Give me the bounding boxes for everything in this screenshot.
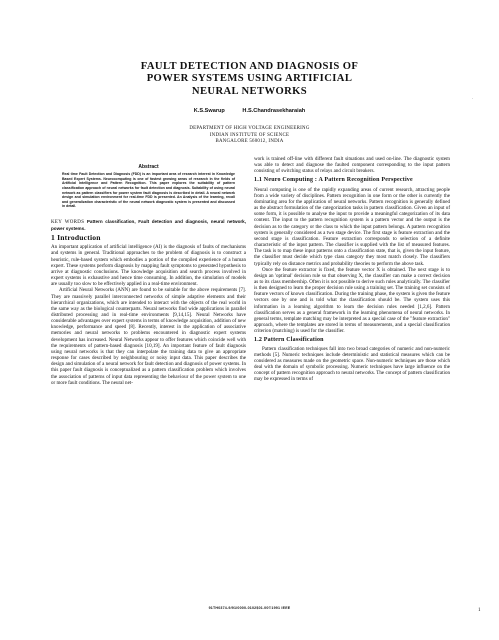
paragraph: Pattern classification techniques fall into two broad categories of numeric and non-numeric methods [5]. Numeric techniques include deterministic and statistical measures which can be considered as measures made on the geometric space. Non-numeric techniques are those which deal with the domain of symbolic processing. Numeric techniques have large influence on the concept of pattern recognition approach to neural networks. The concept of pattern classification may be expressed in terms of (254, 345, 450, 383)
paragraph: Once the feature extractor is fixed, the feature vector X is obtained. The next stage is to design an 'optimal' decision rule so that observing X, the classifier can make a correct decision as to its class membership. Often it is not possible to derive such rules analytically. The classifier is then designed to learn the proper decision rule using a training set. The training set consists of feature vectors of known classification. During the training phase, the system is given the feature vectors one by one and is told what the classification should be. The system uses this information in a learning algorithm to learn the decision rules needed [1,2,6]. Pattern classification serves as a general framework in the learning phenomena of neural networks. In general terms, template matching may be interpreted as a special case of the "feature extraction" approach, where the templates are stored in terms of measurements, and a special classification criterion (matching) is used for the classifier. (254, 266, 450, 335)
affiliation-line: DEPARTMENT OF HIGH VOLTAGE ENGINEERING (189, 126, 310, 131)
paper-title (0, 61, 499, 98)
author-name: H.S.Chandrasekharaiah (242, 108, 306, 114)
affiliation-line: BANGALORE 560012, INDIA (215, 139, 284, 145)
author-name: K.S.Swarup (193, 108, 225, 114)
copyright-footer: 91TH0374-9/91/0000-0102$01.00©1991 IEEE (208, 606, 291, 610)
page-mark: 1 (478, 608, 481, 613)
keywords-text: Pattern classification, Fault detection and diagnosis, neural network, power systems. (51, 218, 247, 231)
paragraph: work is trained off-line with different fault situations and used on-line. The diagnostic system was able to detect and diagnose the faulted component corresponding to the input pattern consisting of switching status of relays and circuit breakers. (254, 156, 450, 175)
section-heading-pattern-classification: 1.2 Pattern Classification (254, 337, 324, 344)
keywords (51, 219, 246, 233)
keywords-label: KEY WORDS (51, 219, 85, 225)
abstract-text: Real time Fault Detection and Diagnosis (FDD) is an important area of research interest in Knowledge Based Expert Systems. Neurocomputing is one of fastest growing areas of research in the fields of Artificial Intelligence and Pattern Recognition. This paper explores the suitability of pattern classification approach of neural networks for fault detection and diagnosis. Suitability of using neural network as pattern classifiers for power system fault diagnosis is described in detail. A neural network design and simulation environment for real-time FDD is presented. An Analysis of the learning, recall and generalization characteristic of the neural network diagnostic system is presented and discussed in detail. (62, 172, 235, 209)
right-column (254, 156, 450, 383)
affiliation-line: INDIAN INSTITUTE OF SCIENCE (209, 132, 290, 138)
title-line: FAULT DETECTION AND DIAGNOSIS OF (140, 61, 359, 72)
section-heading-neurocomputing: 1.1 Neuro Computing : A Pattern Recognition Perspective (254, 177, 413, 184)
affiliation (0, 126, 499, 146)
author-list (0, 108, 499, 114)
left-column (51, 156, 246, 386)
abstract-heading: Abstract (138, 164, 159, 170)
section-heading-introduction: 1 Introduction (51, 233, 101, 243)
title-line: POWER SYSTEMS USING ARTIFICIAL (146, 73, 353, 85)
paragraph: Neural computing is one of the rapidly expanding areas of current research, attracting people from a wide variety of disciplines. Pattern recognition in one form or the other is currently the dominating area for the application of neural networks. Pattern recognition is generally defined as the abstract formulation of the categorization tasks in pattern classification. Given an input of some form, it is possible to analyse the input to provide a meaningful categorization of its data content. The input to the pattern recognition system is a pattern vector and the output is the decision as to the category or the class to which the input pattern belongs. A pattern recognition system is generally considered as a two stage device. The first stage is feature extraction and the second stage is classification. Feature extraction corresponds to selection of a definite characteristic of the input pattern. The classifier is supplied with the list of measured features. The task is to map these input patterns onto a classification state, that is, given the input feature, the classifier must decide which type class category they most match closely. The classifiers typically rely on distance metrics and probability theories to perform the above task. (254, 186, 450, 267)
paragraph: An important application of artificial intelligence (AI) is the diagnosis of faults of mechanisms and systems in general. Traditional approaches to the problem of diagnosis is to construct a heuristic, rule-based system which embodies a portion of the compiled experience of a human expert. These systems perform diagnosis by mapping fault symptoms to generated hypothesis to arrive at diagnostic conclusions. The knowledge acquisition and search process involved in expert systems is exhaustive and hence time consuming. In addition, the simulation of models are usually too slow to be effectively applied in a real-time environment. (51, 244, 246, 288)
paragraph: Artificial Neural Networks (ANN) are found to be suitable for the above requirements [7]. They are massively parallel interconnected networks of simple adaptive elements and their hierarchical organizations, which are intended to interact with the objects of the real world in the same way as the biological counterparts. Neural networks find wide applications in parallel distributed processing and in real-time environments [9,14,15]. Neural Networks have considerable advantages over expert systems in terms of knowledge acquisition, addition of new knowledge, performance and speed [8]. Recently, interest in the application of associative memories and neural networks to problems encountered in diagnostic expert systems development has increased. Neural Networks appear to offer features which coincide well with the requirements of pattern-based diagnosis [10,19]. An important feature of fault diagnosis using neural networks is that they can interpolate the training data to give an appropriate response for cases described by neighbouring or noisy input data. This paper describes the design and simulation of a neural network for fault detection and diagnosis of power systems. In this paper fault diagnosis is conceptualized as a pattern classification problem which involves the association of patterns of input data representing the behaviour of the power system to one or more fault conditions. The neural net- (51, 287, 246, 386)
title-line: NEURAL NETWORKS (191, 85, 308, 97)
page-speck: · (472, 96, 474, 101)
